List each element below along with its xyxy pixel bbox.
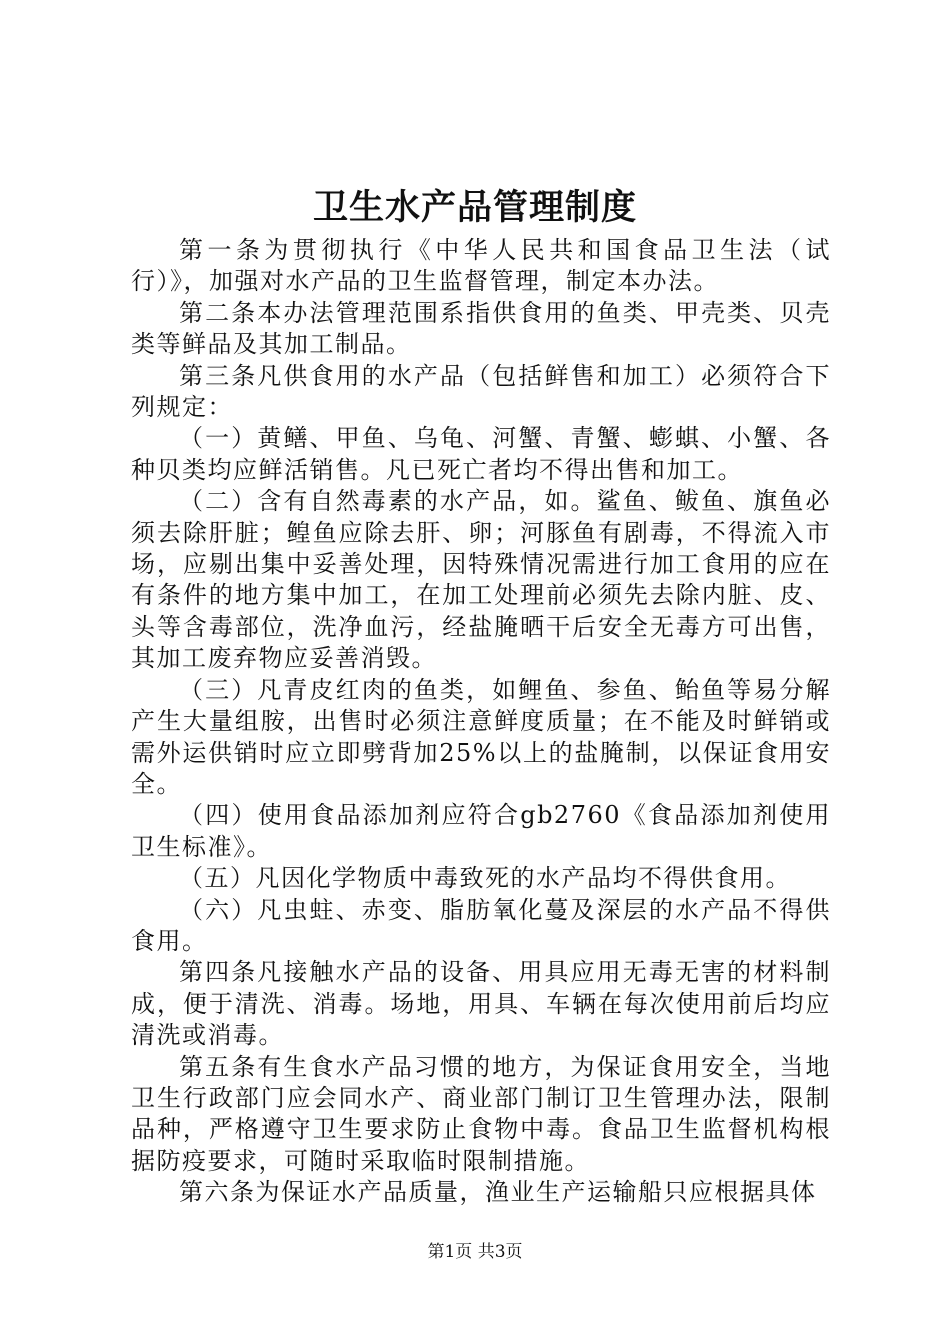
paragraph-article-5: 第五条有生食水产品习惯的地方，为保证食用安全，当地卫生行政部门应会同水产、商业部门制订卫生管理办法，限制品种，严格遵守卫生要求防止食物中毒。食品卫生监督机构根据防疫要求，可随时采取临时限制措施。 bbox=[131, 1052, 831, 1175]
paragraph-item-1: （一）黄鳝、甲鱼、乌龟、河蟹、青蟹、蟛蜞、小蟹、各种贝类均应鲜活销售。凡已死亡者均不得出售和加工。 bbox=[131, 424, 831, 484]
paragraph-item-2: （二）含有自然毒素的水产品，如。鲨鱼、鲅鱼、旗鱼必须去除肝脏；鳇鱼应除去肝、卵；河豚鱼有剧毒，不得流入市场，应剔出集中妥善处理，因特殊情况需进行加工食用的应在有条件的地方集中加工，在加工处理前必须先去除内脏、皮、头等含毒部位，洗净血污，经盐腌晒干后安全无毒方可出售，其加工废弃物应妥善消毁。 bbox=[131, 487, 831, 673]
document-body bbox=[131, 235, 831, 1209]
page-number-footer: 第1页 共3页 bbox=[427, 1242, 523, 1262]
paragraph-article-1: 第一条为贯彻执行《中华人民共和国食品卫生法（试行）》，加强对水产品的卫生监督管理，制定本办法。 bbox=[131, 236, 831, 296]
paragraph-item-3: （三）凡青皮红肉的鱼类，如鲤鱼、参鱼、鲐鱼等易分解产生大量组胺，出售时必须注意鲜度质量；在不能及时鲜销或需外运供销时应立即劈背加25%以上的盐腌制，以保证食用安全。 bbox=[131, 675, 831, 798]
paragraph-article-2: 第二条本办法管理范围系指供食用的鱼类、甲壳类、贝壳类等鲜品及其加工制品。 bbox=[131, 298, 831, 359]
paragraph-item-5: （五）凡因化学物质中毒致死的水产品均不得供食用。 bbox=[179, 864, 791, 893]
paragraph-article-4: 第四条凡接触水产品的设备、用具应用无毒无害的材料制成，便于清洗、消毒。场地，用具、车辆在每次使用前后均应清洗或消毒。 bbox=[131, 958, 831, 1050]
paragraph-item-4: （四）使用食品添加剂应符合gb2760《食品添加剂使用卫生标准》。 bbox=[131, 801, 831, 861]
paragraph-item-6: （六）凡虫蛀、赤变、脂肪氧化蔓及深层的水产品不得供食用。 bbox=[131, 895, 831, 955]
paragraph-article-3: 第三条凡供食用的水产品（包括鲜售和加工）必须符合下列规定： bbox=[131, 361, 831, 422]
paragraph-article-6: 第六条为保证水产品质量，渔业生产运输船只应根据具体 bbox=[179, 1178, 817, 1207]
document-title: 卫生水产品管理制度 bbox=[312, 187, 637, 228]
